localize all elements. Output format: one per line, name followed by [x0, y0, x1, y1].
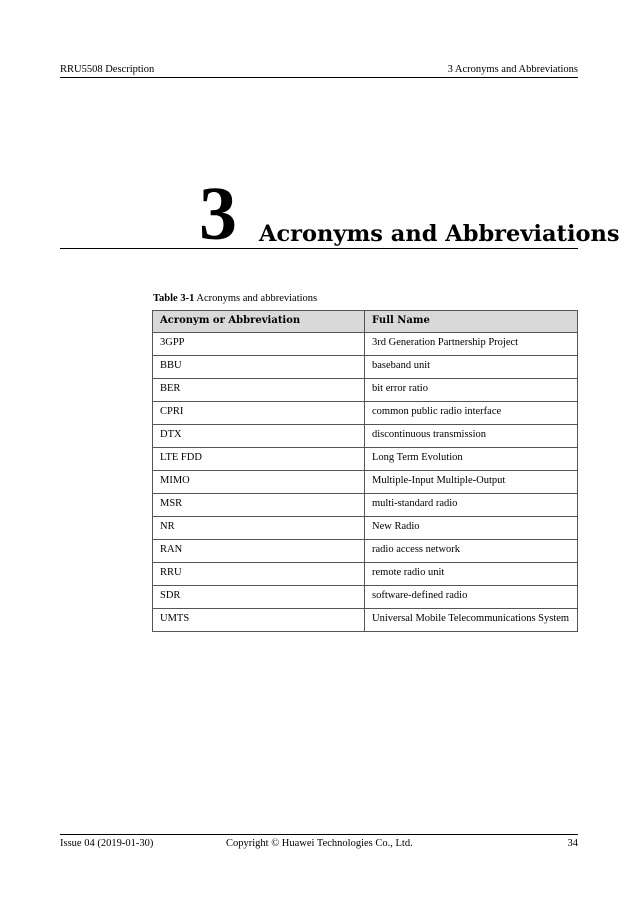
acronym-cell: CPRI — [153, 402, 365, 425]
full-name-cell: multi-standard radio — [365, 494, 578, 517]
table-row — [153, 425, 578, 448]
full-name-cell: radio access network — [365, 540, 578, 563]
column-header-acronym: Acronym or Abbreviation — [153, 311, 365, 333]
page-header — [60, 64, 578, 78]
header-document-title: RRU5508 Description — [60, 64, 155, 75]
footer-issue: Issue 04 (2019-01-30) — [60, 838, 154, 849]
full-name-cell: 3rd Generation Partnership Project — [365, 333, 578, 356]
full-name-cell: New Radio — [365, 517, 578, 540]
acronym-cell: RRU — [153, 563, 365, 586]
table-row — [153, 379, 578, 402]
full-name-cell: common public radio interface — [365, 402, 578, 425]
page-footer — [60, 838, 578, 852]
table-row — [153, 471, 578, 494]
chapter-title: Acronyms and Abbreviations — [259, 221, 620, 247]
chapter-number: 3 — [199, 172, 237, 256]
footer-rule — [60, 834, 578, 835]
table-row — [153, 540, 578, 563]
table-caption-text: Acronyms and abbreviations — [196, 293, 318, 304]
full-name-cell: bit error ratio — [365, 379, 578, 402]
table-row — [153, 586, 578, 609]
table-row — [153, 448, 578, 471]
full-name-cell: remote radio unit — [365, 563, 578, 586]
acronym-cell: DTX — [153, 425, 365, 448]
table-row — [153, 563, 578, 586]
table-row — [153, 494, 578, 517]
table-caption — [153, 293, 317, 305]
acronym-cell: UMTS — [153, 609, 365, 632]
full-name-cell: software-defined radio — [365, 586, 578, 609]
acronym-cell: 3GPP — [153, 333, 365, 356]
footer-copyright: Copyright © Huawei Technologies Co., Ltd. — [226, 838, 413, 849]
full-name-cell: baseband unit — [365, 356, 578, 379]
chapter-rule — [60, 248, 578, 249]
header-rule — [60, 77, 578, 78]
acronym-cell: NR — [153, 517, 365, 540]
column-header-full-name: Full Name — [365, 311, 578, 333]
table-row — [153, 356, 578, 379]
full-name-cell: Long Term Evolution — [365, 448, 578, 471]
table-caption-label: Table 3-1 — [153, 293, 195, 304]
header-chapter-title: 3 Acronyms and Abbreviations — [447, 64, 578, 75]
acronym-cell: RAN — [153, 540, 365, 563]
footer-page-number: 34 — [567, 838, 578, 849]
full-name-cell: discontinuous transmission — [365, 425, 578, 448]
table-header-row — [153, 311, 578, 333]
acronym-cell: BER — [153, 379, 365, 402]
table-row — [153, 517, 578, 540]
acronym-cell: MSR — [153, 494, 365, 517]
full-name-cell: Multiple-Input Multiple-Output — [365, 471, 578, 494]
acronyms-table — [152, 310, 578, 632]
acronym-cell: BBU — [153, 356, 365, 379]
acronym-cell: LTE FDD — [153, 448, 365, 471]
full-name-cell: Universal Mobile Telecommunications System — [365, 609, 578, 632]
table-row — [153, 333, 578, 356]
table-row — [153, 402, 578, 425]
table-row — [153, 609, 578, 632]
acronym-cell: MIMO — [153, 471, 365, 494]
acronym-cell: SDR — [153, 586, 365, 609]
